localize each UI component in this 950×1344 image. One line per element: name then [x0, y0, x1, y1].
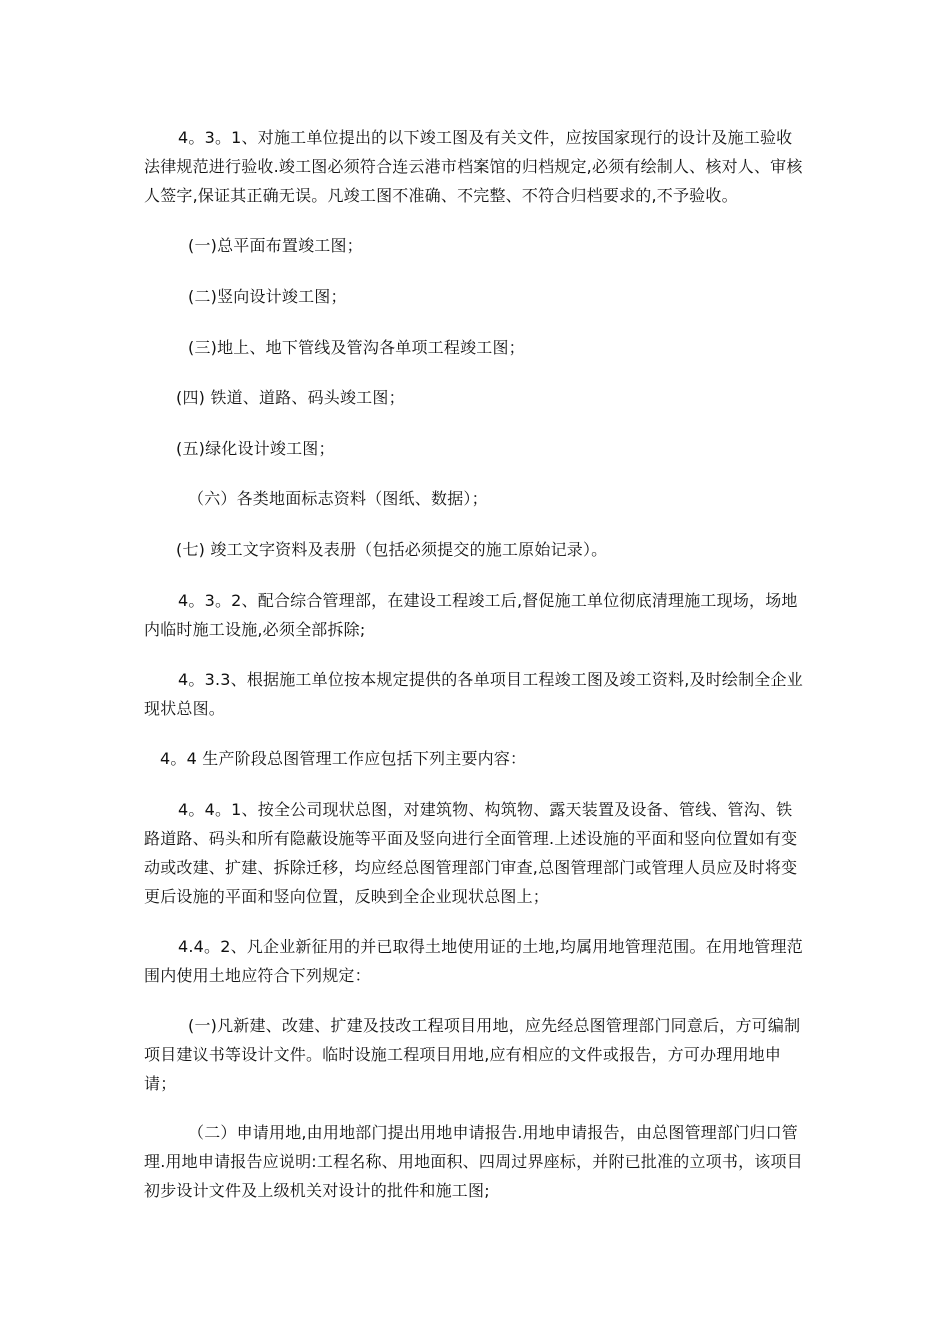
list-item-6: （六）各类地面标志资料（图纸、数据）；	[188, 489, 488, 508]
list-item-2: (二)竖向设计竣工图；	[188, 287, 347, 306]
paragraph-4-4-1: 4。4。1、按全公司现状总图，对建筑物、构筑物、露天装置及设备、管线、管沟、铁路道路、码头和所有隐蔽设施等平面及竖向进行全面管理.上述设施的平面和竖向位置如有变动或改建、扩建、拆除迁移，均应经总图管理部门审查,总图管理部门或管理人员应及时将变更后设施的平面和竖向位置，反映到全企业现状总图上；	[144, 800, 798, 906]
paragraph-4-4-2: 4.4。2、凡企业新征用的并已取得土地使用证的土地,均属用地管理范围。在用地管理范围内使用土地应符合下列规定：	[144, 937, 803, 985]
paragraph-4-3-2: 4。3。2、配合综合管理部，在建设工程竣工后,督促施工单位彻底清理施工现场，场地内临时施工设施,必须全部拆除;	[144, 591, 798, 639]
list-item-5: (五)绿化设计竣工图；	[176, 439, 335, 458]
list-item-4: (四) 铁道、道路、码头竣工图；	[176, 388, 405, 407]
paragraph-4-3-1: 4。3。1、对施工单位提出的以下竣工图及有关文件，应按国家现行的设计及施工验收法律规范进行验收.竣工图必须符合连云港市档案馆的归档规定,必须有绘制人、核对人、审核人签字,保证其正确无误。凡竣工图不准确、不完整、不符合归档要求的,不予验收。	[144, 128, 803, 205]
land-rule-1: (一)凡新建、改建、扩建及技改工程项目用地，应先经总图管理部门同意后，方可编制项目建议书等设计文件。临时设施工程项目用地,应有相应的文件或报告，方可办理用地申请；	[144, 1016, 801, 1093]
list-item-1: (一)总平面布置竣工图；	[188, 236, 363, 255]
paragraph-4-3-3: 4。3.3、根据施工单位按本规定提供的各单项目工程竣工图及竣工资料,及时绘制全企业现状总图。	[144, 670, 803, 718]
section-heading-4-4: 4。4 生产阶段总图管理工作应包括下列主要内容：	[160, 749, 527, 768]
list-item-7: (七) 竣工文字资料及表册（包括必须提交的施工原始记录）。	[176, 540, 608, 559]
list-item-3: (三)地上、地下管线及管沟各单项工程竣工图；	[188, 338, 525, 357]
land-rule-2: （二）申请用地,由用地部门提出用地申请报告.用地申请报告，由总图管理部门归口管理.用地申请报告应说明:工程名称、用地面积、四周过界座标，并附已批准的立项书，该项目初步设计文件及上级机关对设计的批件和施工图;	[144, 1123, 803, 1200]
